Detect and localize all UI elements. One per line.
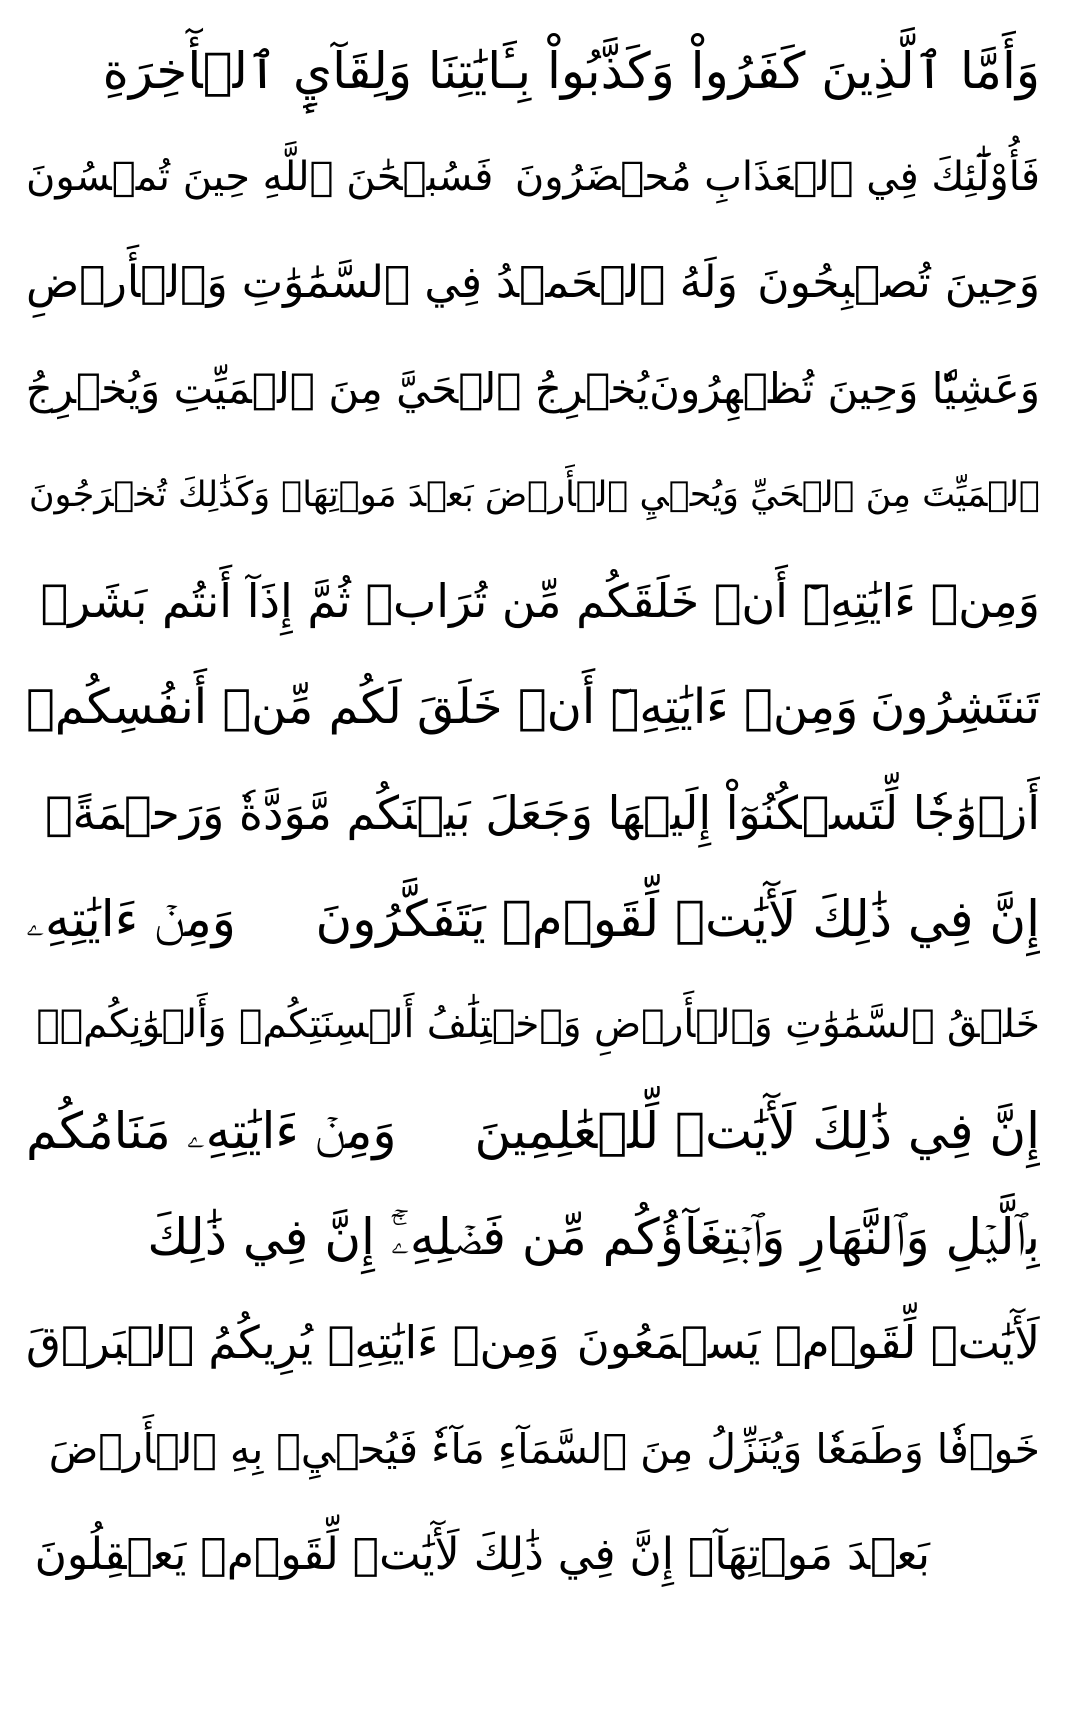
verse-text: يُخۡرِجُ ٱلۡحَيَّ مِنَ ٱلۡمَيِّتِ وَيُخۡرِجُ — [26, 364, 650, 413]
verse-text: وَعَشِيّٗا وَحِينَ تُظۡهِرُونَ — [649, 364, 1040, 413]
verse-text: فَسُبۡحَٰنَ ٱللَّهِ حِينَ تُمۡسُونَ — [26, 154, 494, 200]
verse-text: إِنَّ فِي ذَٰلِكَ لَأٓيَٰتٖ لِّلۡعَٰلِمِينَ — [474, 1102, 1040, 1160]
verse-text: وَلَهُ ٱلۡحَمۡدُ فِي ٱلسَّمَٰوَٰتِ وَٱلۡأَرۡضِ — [26, 257, 738, 308]
verse-text: خَلۡقُ ٱلسَّمَٰوَٰتِ وَٱلۡأَرۡضِ وَٱخۡتِلَٰفُ أَلۡسِنَتِكُمۡ وَأَلۡوَٰنِكُمۡۚ — [36, 1002, 1040, 1047]
verse-text: أَزۡوَٰجٗا لِّتَسۡكُنُوٓاْ إِلَيۡهَا وَجَعَلَ بَيۡنَكُم مَّوَدَّةٗ وَرَحۡمَةًۚ — [44, 786, 1040, 840]
text-line-1 — [26, 18, 1040, 124]
text-line-3 — [26, 230, 1040, 336]
text-line-11 — [26, 1078, 1040, 1184]
verse-text: وَمِنۡ ءَايَٰتِهِۦ مَنَامُكُم — [26, 1102, 397, 1160]
text-line-10 — [26, 972, 1040, 1078]
text-line-2 — [26, 124, 1040, 230]
text-line-5 — [26, 442, 1040, 548]
verse-text: تَنتَشِرُونَ — [869, 679, 1040, 735]
verse-text: وَأَمَّا ٱلَّذِينَ كَفَرُواْ وَكَذَّبُواْ بِـَٔايَٰتِنَا وَلِقَآيِٕ ٱلۡأٓخِرَةِ — [102, 42, 1040, 100]
text-line-7 — [26, 654, 1040, 760]
text-line-13 — [26, 1290, 1040, 1396]
verse-text: فَأُوْلَٰٓئِكَ فِي ٱلۡعَذَابِ مُحۡضَرُونَ — [514, 154, 1040, 200]
verse-text: ٱلۡمَيِّتَ مِنَ ٱلۡحَيِّ وَيُحۡيِ ٱلۡأَرۡضَ بَعۡدَ مَوۡتِهَاۚ وَكَذَٰلِكَ تُخۡرَجُونَ — [28, 475, 1040, 515]
verse-text: وَحِينَ تُصۡبِحُونَ — [757, 257, 1040, 308]
verse-text: وَمِنۡ ءَايَٰتِهِۦٓ أَنۡ خَلَقَكُم مِّن تُرَابٖ ثُمَّ إِذَآ أَنتُم بَشَرٞ — [40, 574, 1040, 628]
verse-text: لَأٓيَٰتٖ لِّقَوۡمٖ يَسۡمَعُونَ — [576, 1316, 1040, 1369]
verse-text: بَعۡدَ مَوۡتِهَآۚ إِنَّ فِي ذَٰلِكَ لَأٓيَٰتٖ لِّقَوۡمٖ يَعۡقِلُونَ — [34, 1529, 930, 1580]
verse-text: خَوۡفٗا وَطَمَعٗا وَيُنَزِّلُ مِنَ ٱلسَّمَآءِ مَآءٗ فَيُحۡيِۦ بِهِ ٱلۡأَرۡضَ — [48, 1425, 1040, 1473]
verse-text: وَمِنۡ ءَايَٰتِهِۦ يُرِيكُمُ ٱلۡبَرۡقَ — [26, 1316, 560, 1369]
verse-text: إِنَّ فِي ذَٰلِكَ لَأٓيَٰتٖ لِّقَوۡمٖ يَتَفَكَّرُونَ — [315, 890, 1040, 948]
text-line-15 — [26, 1502, 1040, 1608]
text-line-9 — [26, 866, 1040, 972]
verse-text: بِٱلَّيۡلِ وَٱلنَّهَارِ وَٱبۡتِغَآؤُكُم مِّن فَضۡلِهِۦٓۚ إِنَّ فِي ذَٰلِكَ — [147, 1208, 1040, 1266]
text-line-8 — [26, 760, 1040, 866]
text-line-6 — [26, 548, 1040, 654]
text-line-12 — [26, 1184, 1040, 1290]
verse-text: وَمِنۡ ءَايَٰتِهِۦٓ أَنۡ خَلَقَ لَكُم مِّنۡ أَنفُسِكُمۡ — [26, 679, 859, 735]
text-line-14 — [26, 1396, 1040, 1502]
text-line-4 — [26, 336, 1040, 442]
verse-text: وَمِنۡ ءَايَٰتِهِۦ — [26, 890, 236, 948]
